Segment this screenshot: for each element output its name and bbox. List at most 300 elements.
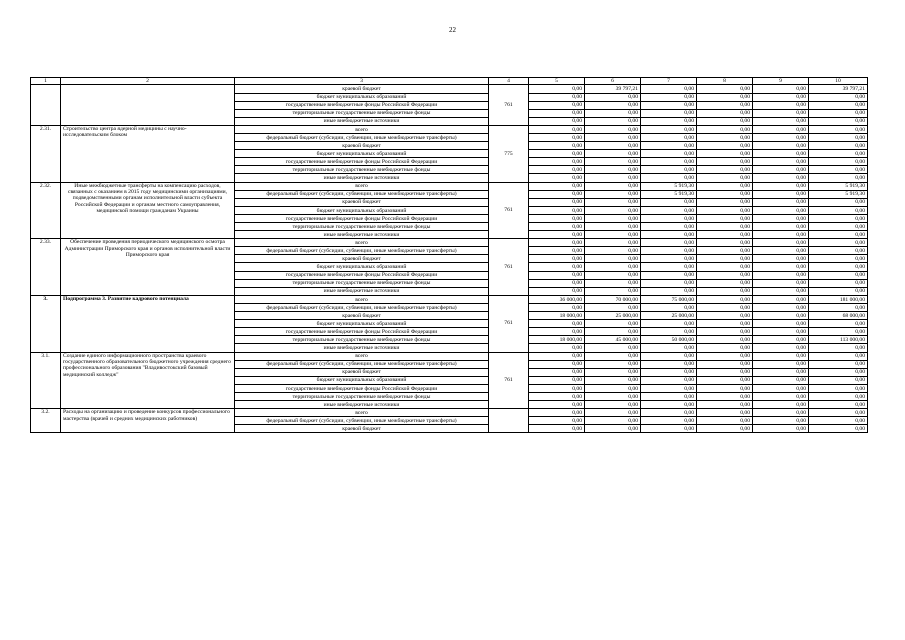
value-cell: 0,00 <box>809 206 868 214</box>
value-cell: 0,00 <box>585 376 641 384</box>
value-cell: 0,00 <box>585 101 641 109</box>
funding-source: иные внебюджетные источники <box>235 174 489 182</box>
value-cell: 0,00 <box>585 190 641 198</box>
funding-source: бюджет муниципальных образований <box>235 150 489 158</box>
value-cell: 0,00 <box>753 182 809 190</box>
value-cell: 0,00 <box>641 101 697 109</box>
row-index: 2.32. <box>31 182 61 239</box>
table-row <box>31 85 868 93</box>
funding-source: государственные внебюджетные фонды Российской Федерации <box>235 271 489 279</box>
value-cell: 0,00 <box>809 223 868 231</box>
funding-source: государственные внебюджетные фонды Российской Федерации <box>235 214 489 222</box>
value-cell: 0,00 <box>529 223 585 231</box>
value-cell: 70 000,00 <box>585 295 641 303</box>
value-cell: 0,00 <box>697 279 753 287</box>
value-cell: 0,00 <box>585 133 641 141</box>
value-cell: 0,00 <box>697 85 753 93</box>
value-cell: 0,00 <box>809 409 868 417</box>
value-cell: 0,00 <box>753 93 809 101</box>
value-cell: 0,00 <box>809 320 868 328</box>
value-cell: 0,00 <box>641 360 697 368</box>
value-cell: 0,00 <box>697 352 753 360</box>
value-cell: 0,00 <box>697 368 753 376</box>
value-cell: 0,00 <box>529 263 585 271</box>
value-cell: 0,00 <box>641 425 697 433</box>
value-cell: 36 000,00 <box>529 295 585 303</box>
value-cell: 0,00 <box>697 255 753 263</box>
value-cell: 25 000,00 <box>641 312 697 320</box>
value-cell: 0,00 <box>697 117 753 125</box>
header-cell: 10 <box>809 78 868 85</box>
value-cell: 0,00 <box>585 352 641 360</box>
funding-source: всего <box>235 182 489 190</box>
value-cell: 0,00 <box>641 93 697 101</box>
value-cell: 0,00 <box>529 85 585 93</box>
value-cell: 0,00 <box>641 158 697 166</box>
value-cell: 0,00 <box>585 360 641 368</box>
value-cell: 0,00 <box>641 384 697 392</box>
value-cell: 0,00 <box>809 117 868 125</box>
funding-source: краевой бюджет <box>235 368 489 376</box>
funding-source: федеральный бюджет (субсидии, субвенции, иные межбюджетные трансферты) <box>235 417 489 425</box>
value-cell: 0,00 <box>753 231 809 239</box>
funding-source: федеральный бюджет (субсидии, субвенции, иные межбюджетные трансферты) <box>235 360 489 368</box>
value-cell: 0,00 <box>753 133 809 141</box>
value-cell: 0,00 <box>641 247 697 255</box>
value-cell: 5 919,30 <box>641 182 697 190</box>
value-cell: 0,00 <box>641 239 697 247</box>
value-cell: 0,00 <box>641 303 697 311</box>
funding-source: бюджет муниципальных образований <box>235 376 489 384</box>
value-cell: 0,00 <box>697 150 753 158</box>
value-cell: 0,00 <box>585 142 641 150</box>
measure-name: Подпрограмма 3. Развитие кадрового потенциала <box>61 295 235 352</box>
header-cell: 1 <box>31 78 61 85</box>
value-cell: 0,00 <box>697 287 753 295</box>
value-cell: 0,00 <box>697 360 753 368</box>
value-cell: 0,00 <box>585 287 641 295</box>
value-cell: 0,00 <box>809 109 868 117</box>
value-cell: 0,00 <box>529 206 585 214</box>
value-cell: 0,00 <box>585 263 641 271</box>
table-row <box>31 295 868 303</box>
value-cell: 0,00 <box>529 303 585 311</box>
value-cell: 0,00 <box>697 376 753 384</box>
value-cell: 0,00 <box>753 409 809 417</box>
header-cell: 3 <box>235 78 489 85</box>
value-cell: 0,00 <box>529 101 585 109</box>
header-row <box>31 78 868 85</box>
value-cell: 0,00 <box>753 287 809 295</box>
value-cell: 0,00 <box>697 271 753 279</box>
value-cell: 0,00 <box>529 255 585 263</box>
value-cell: 0,00 <box>641 206 697 214</box>
value-cell: 0,00 <box>753 279 809 287</box>
value-cell: 0,00 <box>753 166 809 174</box>
value-cell: 0,00 <box>697 198 753 206</box>
value-cell: 0,00 <box>753 384 809 392</box>
measure-name <box>61 85 235 125</box>
value-cell: 0,00 <box>585 214 641 222</box>
value-cell: 0,00 <box>529 133 585 141</box>
value-cell: 0,00 <box>585 223 641 231</box>
value-cell: 0,00 <box>753 328 809 336</box>
value-cell: 0,00 <box>585 344 641 352</box>
value-cell: 0,00 <box>809 376 868 384</box>
value-cell: 0,00 <box>753 368 809 376</box>
value-cell: 0,00 <box>529 384 585 392</box>
value-cell: 18 000,00 <box>529 312 585 320</box>
value-cell: 0,00 <box>697 190 753 198</box>
value-cell: 0,00 <box>641 223 697 231</box>
funding-source: иные внебюджетные источники <box>235 401 489 409</box>
measure-name: Обеспечение проведения периодического медицинского осмотра Администрации Приморского края и органов исполнительной власти Приморского края <box>61 239 235 296</box>
funding-source: государственные внебюджетные фонды Российской Федерации <box>235 101 489 109</box>
value-cell: 5 919,30 <box>641 190 697 198</box>
value-cell: 0,00 <box>585 198 641 206</box>
value-cell: 0,00 <box>641 287 697 295</box>
value-cell: 0,00 <box>529 117 585 125</box>
table-row <box>31 409 868 417</box>
value-cell: 0,00 <box>697 247 753 255</box>
value-cell: 0,00 <box>697 409 753 417</box>
row-index: 2.33. <box>31 239 61 296</box>
value-cell: 0,00 <box>585 166 641 174</box>
value-cell: 0,00 <box>641 150 697 158</box>
value-cell: 0,00 <box>585 303 641 311</box>
value-cell: 0,00 <box>809 328 868 336</box>
value-cell: 0,00 <box>809 417 868 425</box>
value-cell: 0,00 <box>753 142 809 150</box>
funding-source: территориальные государственные внебюджетные фонды <box>235 336 489 344</box>
value-cell: 0,00 <box>529 182 585 190</box>
value-cell: 0,00 <box>585 247 641 255</box>
value-cell: 0,00 <box>585 279 641 287</box>
responsible-code: 761 <box>489 182 529 239</box>
value-cell: 0,00 <box>529 109 585 117</box>
value-cell: 0,00 <box>529 409 585 417</box>
value-cell: 0,00 <box>697 417 753 425</box>
value-cell: 0,00 <box>585 174 641 182</box>
funding-source: краевой бюджет <box>235 198 489 206</box>
value-cell: 0,00 <box>529 174 585 182</box>
value-cell: 0,00 <box>585 109 641 117</box>
value-cell: 0,00 <box>753 352 809 360</box>
value-cell: 113 000,00 <box>809 336 868 344</box>
value-cell: 0,00 <box>809 271 868 279</box>
table-row <box>31 125 868 133</box>
table-row <box>31 239 868 247</box>
value-cell: 0,00 <box>697 231 753 239</box>
funding-source: иные внебюджетные источники <box>235 117 489 125</box>
value-cell: 0,00 <box>753 198 809 206</box>
value-cell: 0,00 <box>697 401 753 409</box>
value-cell: 0,00 <box>809 425 868 433</box>
value-cell: 0,00 <box>697 125 753 133</box>
measure-name: Строительство центра ядерной медицины с научно-исследовательским блоком <box>61 125 235 182</box>
page-number: 22 <box>449 26 456 34</box>
value-cell: 0,00 <box>753 255 809 263</box>
value-cell: 0,00 <box>697 101 753 109</box>
value-cell: 0,00 <box>585 117 641 125</box>
value-cell: 0,00 <box>809 93 868 101</box>
value-cell: 0,00 <box>809 279 868 287</box>
value-cell: 39 797,21 <box>585 85 641 93</box>
value-cell: 0,00 <box>529 198 585 206</box>
value-cell: 0,00 <box>641 255 697 263</box>
value-cell: 0,00 <box>641 263 697 271</box>
value-cell: 0,00 <box>529 417 585 425</box>
value-cell: 0,00 <box>585 425 641 433</box>
value-cell: 0,00 <box>529 166 585 174</box>
value-cell: 0,00 <box>585 328 641 336</box>
value-cell: 0,00 <box>697 295 753 303</box>
value-cell: 0,00 <box>809 214 868 222</box>
value-cell: 181 000,00 <box>809 295 868 303</box>
value-cell: 0,00 <box>529 360 585 368</box>
value-cell: 0,00 <box>809 158 868 166</box>
value-cell: 0,00 <box>585 409 641 417</box>
funding-source: краевой бюджет <box>235 85 489 93</box>
value-cell: 0,00 <box>529 231 585 239</box>
value-cell: 0,00 <box>529 279 585 287</box>
value-cell: 0,00 <box>585 206 641 214</box>
value-cell: 0,00 <box>753 109 809 117</box>
value-cell: 0,00 <box>697 174 753 182</box>
value-cell: 0,00 <box>753 271 809 279</box>
funding-source: территориальные государственные внебюджетные фонды <box>235 279 489 287</box>
value-cell: 0,00 <box>585 271 641 279</box>
value-cell: 0,00 <box>641 174 697 182</box>
header-cell: 8 <box>697 78 753 85</box>
value-cell: 0,00 <box>809 231 868 239</box>
responsible-code: 761 <box>489 239 529 296</box>
value-cell: 0,00 <box>753 312 809 320</box>
table-body <box>31 78 868 433</box>
value-cell: 75 000,00 <box>641 295 697 303</box>
value-cell: 0,00 <box>641 133 697 141</box>
value-cell: 0,00 <box>641 231 697 239</box>
value-cell: 0,00 <box>809 287 868 295</box>
header-cell: 2 <box>61 78 235 85</box>
value-cell: 0,00 <box>529 190 585 198</box>
value-cell: 0,00 <box>641 368 697 376</box>
value-cell: 0,00 <box>529 158 585 166</box>
funding-source: иные внебюджетные источники <box>235 287 489 295</box>
value-cell: 0,00 <box>753 214 809 222</box>
funding-source: федеральный бюджет (субсидии, субвенции, иные межбюджетные трансферты) <box>235 303 489 311</box>
funding-source: иные внебюджетные источники <box>235 231 489 239</box>
value-cell: 0,00 <box>753 295 809 303</box>
value-cell: 0,00 <box>753 336 809 344</box>
value-cell: 0,00 <box>641 344 697 352</box>
value-cell: 0,00 <box>697 336 753 344</box>
value-cell: 0,00 <box>753 344 809 352</box>
value-cell: 50 000,00 <box>641 336 697 344</box>
row-index: 3. <box>31 295 61 352</box>
value-cell: 0,00 <box>697 214 753 222</box>
funding-source: государственные внебюджетные фонды Российской Федерации <box>235 328 489 336</box>
value-cell: 0,00 <box>697 425 753 433</box>
budget-table <box>30 77 868 433</box>
value-cell: 0,00 <box>753 303 809 311</box>
responsible-code: 761 <box>489 352 529 409</box>
value-cell: 0,00 <box>753 360 809 368</box>
value-cell: 0,00 <box>585 417 641 425</box>
funding-source: иные внебюджетные источники <box>235 344 489 352</box>
value-cell: 0,00 <box>809 174 868 182</box>
value-cell: 0,00 <box>753 125 809 133</box>
table-row <box>31 352 868 360</box>
value-cell: 68 000,00 <box>809 312 868 320</box>
measure-name: Расходы на организацию и проведение конкурсов профессионального мастерства (врачей и средних медицинских работников) <box>61 409 235 433</box>
value-cell: 0,00 <box>585 231 641 239</box>
value-cell: 0,00 <box>697 239 753 247</box>
value-cell: 25 000,00 <box>585 312 641 320</box>
value-cell: 0,00 <box>697 384 753 392</box>
row-index: 2.31. <box>31 125 61 182</box>
funding-source: краевой бюджет <box>235 425 489 433</box>
value-cell: 0,00 <box>753 85 809 93</box>
value-cell: 0,00 <box>809 263 868 271</box>
value-cell: 0,00 <box>641 352 697 360</box>
value-cell: 0,00 <box>641 417 697 425</box>
funding-source: федеральный бюджет (субсидии, субвенции, иные межбюджетные трансферты) <box>235 247 489 255</box>
value-cell: 0,00 <box>641 125 697 133</box>
value-cell: 0,00 <box>697 223 753 231</box>
value-cell: 0,00 <box>585 93 641 101</box>
value-cell: 0,00 <box>529 247 585 255</box>
header-cell: 7 <box>641 78 697 85</box>
responsible-code <box>489 409 529 433</box>
value-cell: 0,00 <box>641 214 697 222</box>
value-cell: 0,00 <box>809 125 868 133</box>
value-cell: 0,00 <box>753 425 809 433</box>
value-cell: 0,00 <box>809 133 868 141</box>
value-cell: 0,00 <box>697 392 753 400</box>
value-cell: 0,00 <box>697 320 753 328</box>
value-cell: 0,00 <box>753 239 809 247</box>
value-cell: 0,00 <box>809 352 868 360</box>
value-cell: 0,00 <box>585 239 641 247</box>
funding-source: территориальные государственные внебюджетные фонды <box>235 223 489 231</box>
value-cell: 0,00 <box>641 109 697 117</box>
value-cell: 0,00 <box>641 117 697 125</box>
funding-source: территориальные государственные внебюджетные фонды <box>235 392 489 400</box>
value-cell: 0,00 <box>753 206 809 214</box>
funding-source: всего <box>235 125 489 133</box>
value-cell: 0,00 <box>529 320 585 328</box>
value-cell: 0,00 <box>697 312 753 320</box>
value-cell: 0,00 <box>585 150 641 158</box>
value-cell: 5 919,30 <box>809 182 868 190</box>
measure-name: Иные межбюджетные трансферты на компенсацию расходов, связанных с оказанием в 2015 году медицинскими организациями, подведомственными органам исполнительной власти субъекта Российской Федерации и органам местного самоуправления, медицинской помощи гражданам Украины <box>61 182 235 239</box>
value-cell: 0,00 <box>753 392 809 400</box>
value-cell: 0,00 <box>809 166 868 174</box>
value-cell: 0,00 <box>529 142 585 150</box>
funding-source: федеральный бюджет (субсидии, субвенции, иные межбюджетные трансферты) <box>235 133 489 141</box>
value-cell: 0,00 <box>753 376 809 384</box>
value-cell: 0,00 <box>809 303 868 311</box>
funding-source: государственные внебюджетные фонды Российской Федерации <box>235 158 489 166</box>
value-cell: 0,00 <box>753 247 809 255</box>
funding-source: всего <box>235 409 489 417</box>
value-cell: 0,00 <box>809 368 868 376</box>
value-cell: 0,00 <box>697 182 753 190</box>
value-cell: 0,00 <box>585 384 641 392</box>
value-cell: 0,00 <box>809 401 868 409</box>
value-cell: 0,00 <box>641 166 697 174</box>
funding-source: бюджет муниципальных образований <box>235 263 489 271</box>
value-cell: 0,00 <box>529 271 585 279</box>
funding-source: всего <box>235 352 489 360</box>
value-cell: 0,00 <box>697 166 753 174</box>
header-cell: 9 <box>753 78 809 85</box>
value-cell: 0,00 <box>809 247 868 255</box>
value-cell: 0,00 <box>641 142 697 150</box>
responsible-code: 761 <box>489 85 529 125</box>
value-cell: 0,00 <box>809 239 868 247</box>
value-cell: 0,00 <box>809 392 868 400</box>
value-cell: 0,00 <box>753 158 809 166</box>
value-cell: 0,00 <box>753 117 809 125</box>
value-cell: 0,00 <box>697 206 753 214</box>
value-cell: 0,00 <box>529 344 585 352</box>
value-cell: 0,00 <box>753 150 809 158</box>
value-cell: 0,00 <box>529 352 585 360</box>
value-cell: 0,00 <box>585 368 641 376</box>
value-cell: 0,00 <box>697 158 753 166</box>
value-cell: 0,00 <box>809 344 868 352</box>
value-cell: 0,00 <box>641 320 697 328</box>
value-cell: 0,00 <box>753 320 809 328</box>
value-cell: 45 000,00 <box>585 336 641 344</box>
value-cell: 0,00 <box>809 101 868 109</box>
value-cell: 0,00 <box>809 198 868 206</box>
measure-name: Создание единого информационного пространства краевого государственного образовательного бюджетного учреждения среднего профессионального образования "Владивостокский базовый медицинский колледж" <box>61 352 235 409</box>
row-index: 3.1. <box>31 352 61 409</box>
value-cell: 0,00 <box>585 320 641 328</box>
value-cell: 0,00 <box>753 190 809 198</box>
value-cell: 0,00 <box>753 223 809 231</box>
value-cell: 18 000,00 <box>529 336 585 344</box>
funding-source: федеральный бюджет (субсидии, субвенции, иные межбюджетные трансферты) <box>235 190 489 198</box>
value-cell: 0,00 <box>529 368 585 376</box>
value-cell: 0,00 <box>641 401 697 409</box>
value-cell: 0,00 <box>641 392 697 400</box>
header-cell: 5 <box>529 78 585 85</box>
value-cell: 0,00 <box>697 109 753 117</box>
value-cell: 0,00 <box>585 401 641 409</box>
value-cell: 0,00 <box>753 174 809 182</box>
value-cell: 0,00 <box>641 85 697 93</box>
value-cell: 0,00 <box>529 93 585 101</box>
value-cell: 0,00 <box>529 376 585 384</box>
funding-source: краевой бюджет <box>235 142 489 150</box>
table-row <box>31 182 868 190</box>
value-cell: 0,00 <box>641 271 697 279</box>
value-cell: 0,00 <box>529 401 585 409</box>
value-cell: 0,00 <box>697 344 753 352</box>
value-cell: 0,00 <box>529 214 585 222</box>
value-cell: 0,00 <box>529 392 585 400</box>
value-cell: 0,00 <box>697 328 753 336</box>
value-cell: 0,00 <box>585 125 641 133</box>
row-index: 3.2. <box>31 409 61 433</box>
value-cell: 0,00 <box>585 392 641 400</box>
responsible-code: 775 <box>489 125 529 182</box>
funding-source: бюджет муниципальных образований <box>235 320 489 328</box>
